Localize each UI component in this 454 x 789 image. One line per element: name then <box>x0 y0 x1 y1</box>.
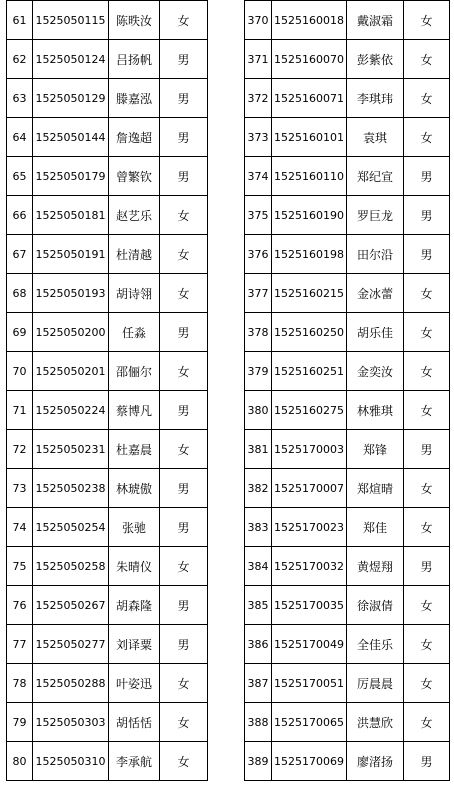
table-row <box>245 586 450 625</box>
student-id: 1525050310 <box>33 742 109 781</box>
student-name: 胡诗翎 <box>109 274 160 313</box>
student-name: 罗巨龙 <box>347 196 404 235</box>
row-number: 378 <box>245 313 272 352</box>
row-number: 71 <box>7 391 33 430</box>
student-id: 1525170051 <box>272 664 347 703</box>
student-gender: 男 <box>160 40 208 79</box>
student-name: 全佳乐 <box>347 625 404 664</box>
row-number: 68 <box>7 274 33 313</box>
student-gender: 男 <box>404 157 450 196</box>
student-name: 金奕汝 <box>347 352 404 391</box>
table-row <box>245 1 450 40</box>
student-gender: 女 <box>404 664 450 703</box>
student-gender: 女 <box>160 235 208 274</box>
table-row <box>245 664 450 703</box>
table-row <box>245 508 450 547</box>
row-number: 73 <box>7 469 33 508</box>
table-row <box>7 430 208 469</box>
table-row <box>7 1 208 40</box>
student-name: 郑煊晴 <box>347 469 404 508</box>
table-row <box>7 469 208 508</box>
student-gender: 男 <box>404 547 450 586</box>
student-id: 1525050144 <box>33 118 109 157</box>
student-name: 林琥傲 <box>109 469 160 508</box>
student-name: 陈昳汝 <box>109 1 160 40</box>
student-gender: 女 <box>404 79 450 118</box>
student-gender: 女 <box>160 196 208 235</box>
table-row <box>7 235 208 274</box>
table-row <box>245 703 450 742</box>
right-student-table <box>244 0 450 781</box>
student-id: 1525170069 <box>272 742 347 781</box>
student-id: 1525170003 <box>272 430 347 469</box>
student-gender: 女 <box>404 508 450 547</box>
student-gender: 女 <box>404 118 450 157</box>
row-number: 374 <box>245 157 272 196</box>
student-id: 1525160275 <box>272 391 347 430</box>
table-row <box>7 196 208 235</box>
row-number: 388 <box>245 703 272 742</box>
table-row <box>245 274 450 313</box>
table-row <box>7 586 208 625</box>
table-row <box>7 547 208 586</box>
table-row <box>245 118 450 157</box>
row-number: 379 <box>245 352 272 391</box>
student-gender: 女 <box>160 703 208 742</box>
row-number: 375 <box>245 196 272 235</box>
student-gender: 男 <box>160 625 208 664</box>
student-name: 曾繁钦 <box>109 157 160 196</box>
student-gender: 女 <box>404 469 450 508</box>
student-gender: 女 <box>404 586 450 625</box>
student-gender: 男 <box>160 157 208 196</box>
student-name: 厉晨晨 <box>347 664 404 703</box>
row-number: 78 <box>7 664 33 703</box>
row-number: 76 <box>7 586 33 625</box>
row-number: 61 <box>7 1 33 40</box>
student-gender: 男 <box>160 508 208 547</box>
student-id: 1525160018 <box>272 1 347 40</box>
student-id: 1525170032 <box>272 547 347 586</box>
student-id: 1525050201 <box>33 352 109 391</box>
row-number: 377 <box>245 274 272 313</box>
student-id: 1525170065 <box>272 703 347 742</box>
student-name: 邵俪尔 <box>109 352 160 391</box>
student-gender: 女 <box>404 274 450 313</box>
student-gender: 女 <box>160 1 208 40</box>
row-number: 77 <box>7 625 33 664</box>
student-name: 滕嘉泓 <box>109 79 160 118</box>
table-row <box>245 742 450 781</box>
student-name: 戴淑霜 <box>347 1 404 40</box>
right-table-body <box>245 1 450 781</box>
student-name: 胡恬恬 <box>109 703 160 742</box>
student-id: 1525050124 <box>33 40 109 79</box>
table-row <box>7 40 208 79</box>
table-row <box>7 664 208 703</box>
row-number: 382 <box>245 469 272 508</box>
student-gender: 男 <box>160 586 208 625</box>
table-row <box>245 235 450 274</box>
student-id: 1525160198 <box>272 235 347 274</box>
student-gender: 女 <box>404 313 450 352</box>
student-gender: 女 <box>404 40 450 79</box>
student-name: 郑佳 <box>347 508 404 547</box>
table-row <box>7 742 208 781</box>
row-number: 63 <box>7 79 33 118</box>
student-id: 1525050258 <box>33 547 109 586</box>
student-gender: 女 <box>404 703 450 742</box>
student-name: 胡乐佳 <box>347 313 404 352</box>
student-gender: 女 <box>404 1 450 40</box>
row-number: 62 <box>7 40 33 79</box>
student-id: 1525050191 <box>33 235 109 274</box>
student-gender: 女 <box>404 391 450 430</box>
row-number: 376 <box>245 235 272 274</box>
student-name: 彭紫依 <box>347 40 404 79</box>
row-number: 70 <box>7 352 33 391</box>
table-row <box>245 391 450 430</box>
student-id: 1525160190 <box>272 196 347 235</box>
student-name: 蔡博凡 <box>109 391 160 430</box>
student-name: 叶姿迅 <box>109 664 160 703</box>
student-id: 1525050238 <box>33 469 109 508</box>
row-number: 370 <box>245 1 272 40</box>
student-name: 郑锋 <box>347 430 404 469</box>
left-table-body <box>7 1 208 781</box>
row-number: 79 <box>7 703 33 742</box>
student-id: 1525050224 <box>33 391 109 430</box>
student-name: 田尔沿 <box>347 235 404 274</box>
student-name: 詹逸超 <box>109 118 160 157</box>
student-id: 1525050231 <box>33 430 109 469</box>
student-gender: 男 <box>160 391 208 430</box>
student-gender: 女 <box>160 664 208 703</box>
row-number: 75 <box>7 547 33 586</box>
student-name: 郑纪宣 <box>347 157 404 196</box>
row-number: 380 <box>245 391 272 430</box>
table-row <box>7 157 208 196</box>
student-name: 黄煜翔 <box>347 547 404 586</box>
student-id: 1525050254 <box>33 508 109 547</box>
row-number: 389 <box>245 742 272 781</box>
student-id: 1525050115 <box>33 1 109 40</box>
table-row <box>7 625 208 664</box>
student-id: 1525170023 <box>272 508 347 547</box>
student-gender: 女 <box>404 625 450 664</box>
student-gender: 女 <box>160 430 208 469</box>
table-row <box>7 313 208 352</box>
student-name: 林雅琪 <box>347 391 404 430</box>
row-number: 371 <box>245 40 272 79</box>
student-gender: 男 <box>160 79 208 118</box>
student-name: 刘译粟 <box>109 625 160 664</box>
row-number: 65 <box>7 157 33 196</box>
student-name: 金冰蕾 <box>347 274 404 313</box>
row-number: 69 <box>7 313 33 352</box>
row-number: 74 <box>7 508 33 547</box>
student-gender: 男 <box>404 742 450 781</box>
table-row <box>7 508 208 547</box>
table-row <box>245 79 450 118</box>
student-id: 1525050288 <box>33 664 109 703</box>
student-name: 洪慧欣 <box>347 703 404 742</box>
student-gender: 男 <box>404 235 450 274</box>
student-id: 1525160110 <box>272 157 347 196</box>
table-row <box>245 547 450 586</box>
student-name: 徐淑倩 <box>347 586 404 625</box>
student-id: 1525050267 <box>33 586 109 625</box>
row-number: 67 <box>7 235 33 274</box>
student-id: 1525050193 <box>33 274 109 313</box>
table-row <box>245 196 450 235</box>
student-id: 1525160101 <box>272 118 347 157</box>
student-gender: 男 <box>160 469 208 508</box>
row-number: 381 <box>245 430 272 469</box>
table-row <box>7 391 208 430</box>
student-gender: 女 <box>160 547 208 586</box>
student-name: 李承航 <box>109 742 160 781</box>
table-row <box>245 157 450 196</box>
row-number: 80 <box>7 742 33 781</box>
student-gender: 男 <box>160 313 208 352</box>
student-name: 杜清越 <box>109 235 160 274</box>
student-name: 吕扬帆 <box>109 40 160 79</box>
row-number: 373 <box>245 118 272 157</box>
row-number: 387 <box>245 664 272 703</box>
student-id: 1525050129 <box>33 79 109 118</box>
table-row <box>7 703 208 742</box>
row-number: 383 <box>245 508 272 547</box>
student-name: 张驰 <box>109 508 160 547</box>
row-number: 384 <box>245 547 272 586</box>
table-row <box>7 352 208 391</box>
student-gender: 男 <box>404 196 450 235</box>
row-number: 72 <box>7 430 33 469</box>
student-name: 赵艺乐 <box>109 196 160 235</box>
student-gender: 女 <box>160 352 208 391</box>
student-name: 杜嘉晨 <box>109 430 160 469</box>
student-id: 1525160251 <box>272 352 347 391</box>
row-number: 66 <box>7 196 33 235</box>
student-id: 1525050277 <box>33 625 109 664</box>
table-row <box>245 352 450 391</box>
student-gender: 男 <box>404 430 450 469</box>
student-id: 1525050200 <box>33 313 109 352</box>
table-row <box>245 469 450 508</box>
table-row <box>245 313 450 352</box>
student-id: 1525050179 <box>33 157 109 196</box>
student-gender: 女 <box>404 352 450 391</box>
student-name: 胡森隆 <box>109 586 160 625</box>
row-number: 64 <box>7 118 33 157</box>
left-student-table <box>6 0 208 781</box>
table-row <box>245 430 450 469</box>
student-gender: 女 <box>160 274 208 313</box>
student-id: 1525160250 <box>272 313 347 352</box>
student-id: 1525170035 <box>272 586 347 625</box>
student-id: 1525160215 <box>272 274 347 313</box>
student-name: 廖渚扬 <box>347 742 404 781</box>
student-id: 1525160070 <box>272 40 347 79</box>
student-name: 李琪玮 <box>347 79 404 118</box>
student-name: 任淼 <box>109 313 160 352</box>
student-id: 1525170007 <box>272 469 347 508</box>
student-id: 1525160071 <box>272 79 347 118</box>
student-id: 1525170049 <box>272 625 347 664</box>
row-number: 385 <box>245 586 272 625</box>
table-row <box>245 625 450 664</box>
table-row <box>7 79 208 118</box>
table-row <box>7 274 208 313</box>
student-gender: 女 <box>160 742 208 781</box>
student-id: 1525050181 <box>33 196 109 235</box>
student-id: 1525050303 <box>33 703 109 742</box>
table-row <box>245 40 450 79</box>
student-name: 朱晴仪 <box>109 547 160 586</box>
row-number: 386 <box>245 625 272 664</box>
table-row <box>7 118 208 157</box>
row-number: 372 <box>245 79 272 118</box>
student-gender: 男 <box>160 118 208 157</box>
student-name: 袁琪 <box>347 118 404 157</box>
